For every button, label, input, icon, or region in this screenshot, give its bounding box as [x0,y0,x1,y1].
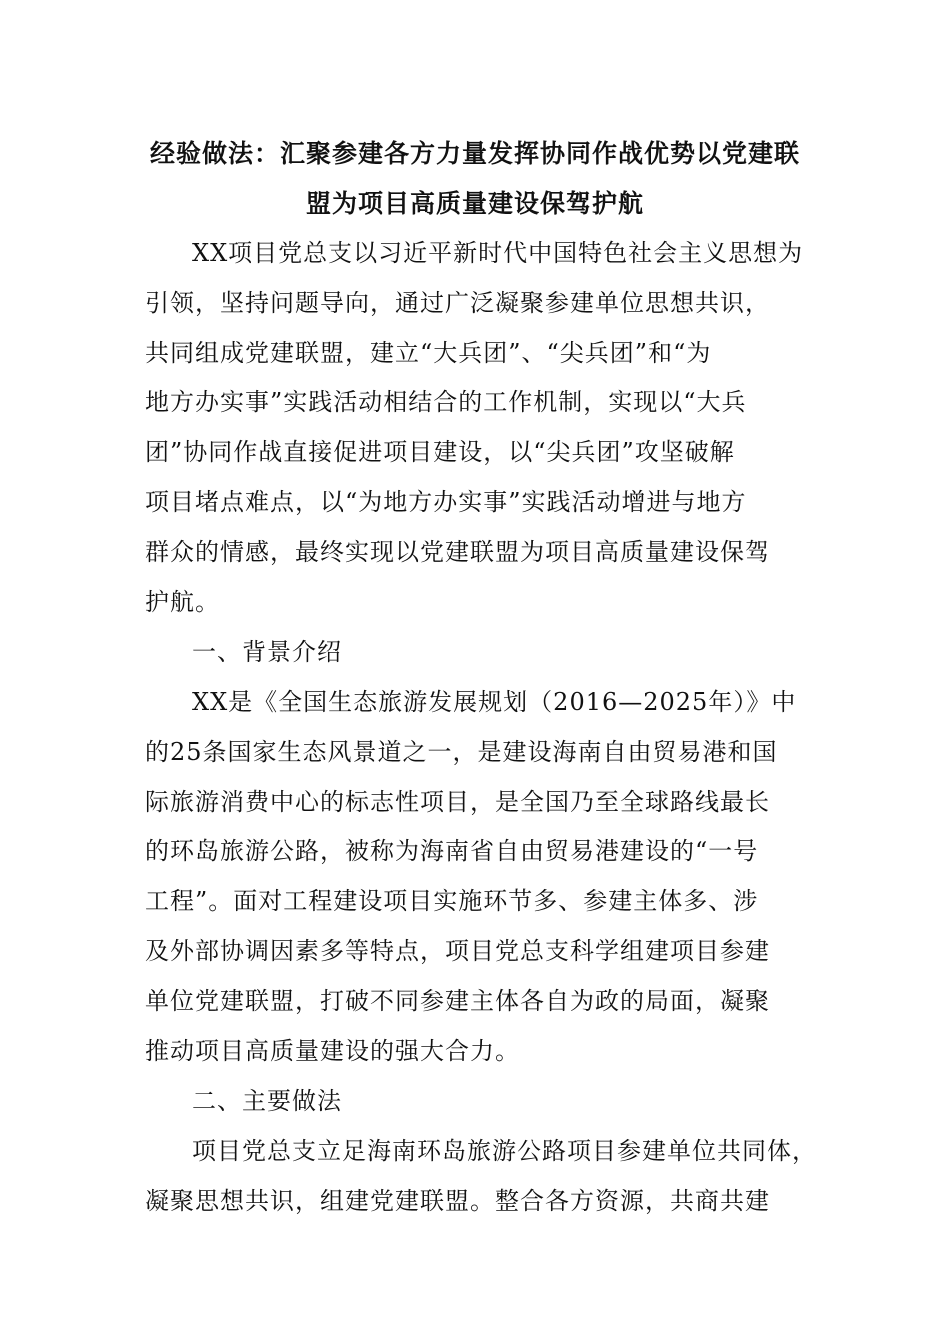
section-heading-main-practices: 二、主要做法 [192,1087,342,1115]
paragraph-2-line-8: 推动项目高质量建设的强大合力。 [145,1037,520,1065]
paragraph-1-line-6: 项目堵点难点，以“为地方办实事”实践活动增进与地方 [145,488,747,516]
paragraph-3-line-2: 凝聚思想共识，组建党建联盟。整合各方资源，共商共建 [145,1187,770,1215]
document-title-line-2: 盟为项目高质量建设保驾护航 [305,189,644,218]
section-heading-background: 一、背景介绍 [192,638,342,666]
paragraph-3-line-1: 项目党总支立足海南环岛旅游公路项目参建单位共同体， [192,1137,817,1165]
paragraph-1-line-8: 护航。 [145,588,220,616]
paragraph-2-line-6: 及外部协调因素多等特点，项目党总支科学组建项目参建 [145,937,770,965]
paragraph-2-line-4: 的环岛旅游公路，被称为海南省自由贸易港建设的“一号 [145,837,759,865]
paragraph-2-line-2: 的25条国家生态风景道之一，是建设海南自由贸易港和国 [145,738,778,766]
paragraph-2-line-1: XX是《全国生态旅游发展规划（2016—2025年）》中 [192,688,797,716]
paragraph-1-line-7: 群众的情感，最终实现以党建联盟为项目高质量建设保驾 [145,538,770,566]
paragraph-1-line-2: 引领，坚持问题导向，通过广泛凝聚参建单位思想共识， [145,289,770,317]
paragraph-2-line-3: 际旅游消费中心的标志性项目，是全国乃至全球路线最长 [145,788,770,816]
paragraph-1-line-5: 团”协同作战直接促进项目建设，以“尖兵团”攻坚破解 [145,438,735,466]
paragraph-2-line-7: 单位党建联盟，打破不同参建主体各自为政的局面，凝聚 [145,987,770,1015]
paragraph-1-line-4: 地方办实事”实践活动相结合的工作机制，实现以“大兵 [145,388,747,416]
paragraph-2-line-5: 工程”。面对工程建设项目实施环节多、参建主体多、涉 [145,887,759,915]
paragraph-1-line-3: 共同组成党建联盟，建立“大兵团”、“尖兵团”和“为 [145,339,712,367]
document-title-line-1: 经验做法：汇聚参建各方力量发挥协同作战优势以党建联 [149,139,800,168]
paragraph-1-line-1: XX项目党总支以习近平新时代中国特色社会主义思想为 [192,239,804,267]
